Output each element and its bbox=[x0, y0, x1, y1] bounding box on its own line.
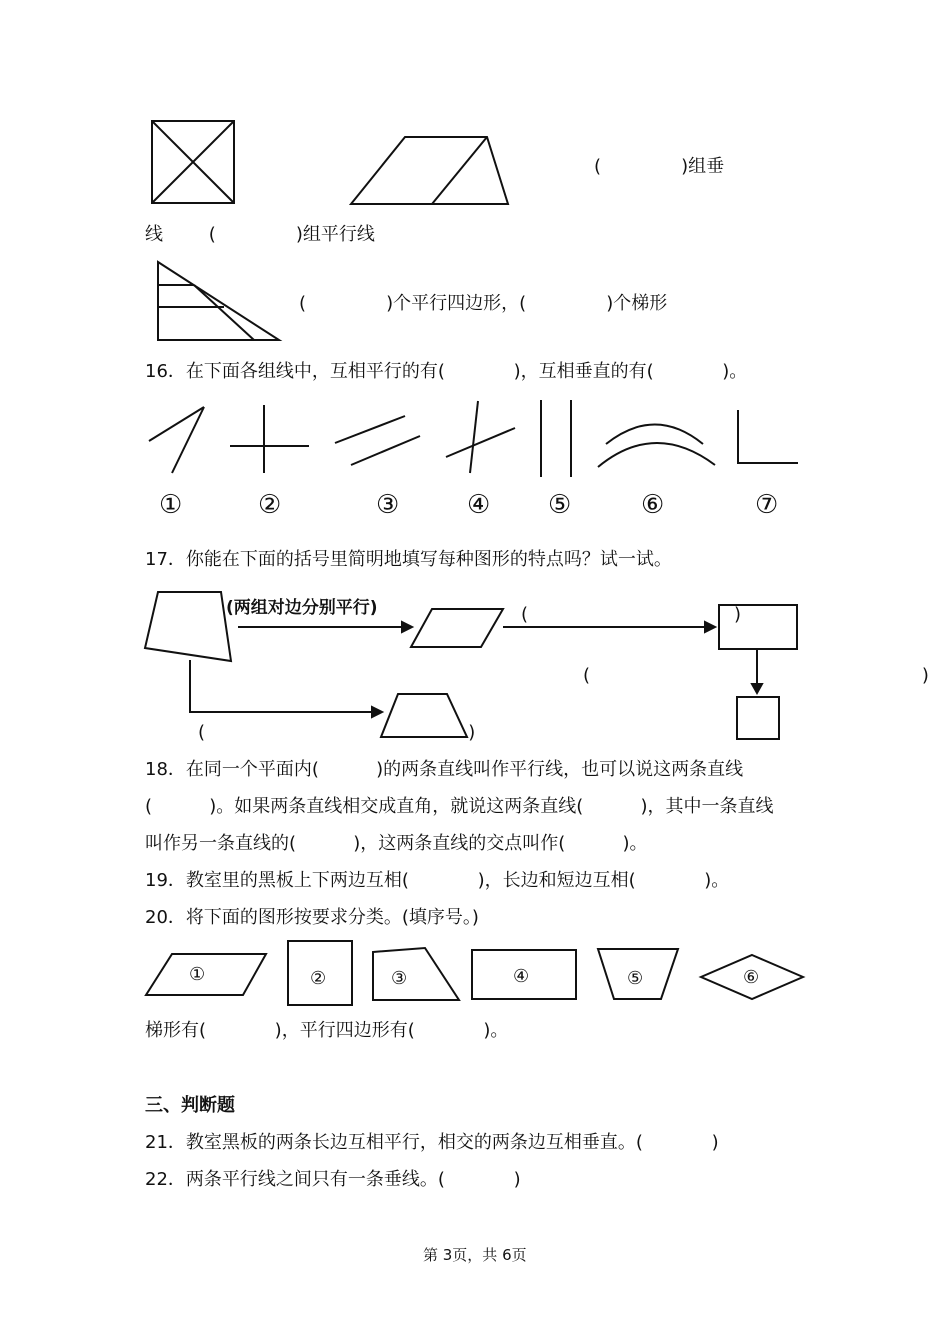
q17-arrow-label: (两组对边分别平行) bbox=[226, 598, 378, 618]
shape-3-trapezoid bbox=[373, 948, 459, 1000]
line-group-6 bbox=[598, 425, 715, 468]
q17-question: 17．你能在下面的括号里简明地填写每种图形的特点吗？试一试。 bbox=[145, 549, 672, 570]
q18-line-1: 18．在同一个平面内( )的两条直线叫作平行线，也可以说这两条直线 bbox=[145, 759, 744, 780]
square-with-diagonals-figure bbox=[152, 121, 234, 203]
q20-question: 20．将下面的图形按要求分类。(填序号。) bbox=[145, 907, 479, 928]
line-group-7 bbox=[738, 410, 798, 463]
shape-label-5: ⑤ bbox=[627, 968, 644, 989]
q18-line-2: ( )。如果两条直线相交成直角，就说这两条直线( )，其中一条直线 bbox=[145, 796, 774, 817]
line-group-label-7: ⑦ bbox=[755, 490, 779, 520]
q20-shapes bbox=[146, 941, 803, 1005]
line-group-label-2: ② bbox=[258, 490, 282, 520]
line-group-5 bbox=[541, 400, 571, 477]
trapezoid-with-line-figure bbox=[351, 137, 508, 204]
triangle-with-lines-figure bbox=[158, 262, 279, 340]
line-group-3 bbox=[335, 416, 420, 465]
q15-parallel-blank-text: 线 ( )组平行线 bbox=[145, 224, 375, 245]
q15-vertical-blank-text: ( )组垂 bbox=[594, 156, 725, 177]
q19-question: 19．教室里的黑板上下两边互相( )，长边和短边互相( )。 bbox=[145, 870, 730, 891]
page-footer: 第 3页，共 6页 bbox=[423, 1246, 527, 1264]
q17-blank-middle: ( ) bbox=[583, 665, 929, 686]
q22-question: 22．两条平行线之间只有一条垂线。( ) bbox=[145, 1169, 521, 1190]
q20-answer-line: 梯形有( )，平行四边形有( )。 bbox=[145, 1020, 509, 1041]
section-title: 三、判断题 bbox=[145, 1095, 235, 1116]
shape-1-parallelogram bbox=[146, 954, 266, 995]
shape-label-2: ② bbox=[310, 968, 327, 989]
shape-label-4: ④ bbox=[513, 966, 530, 987]
line-group-1 bbox=[149, 407, 204, 473]
q15-shape-count-text: ( )个平行四边形，( )个梯形 bbox=[299, 293, 668, 314]
q21-question: 21．教室黑板的两条长边互相平行，相交的两条边互相垂直。( ) bbox=[145, 1132, 719, 1153]
shape-label-3: ③ bbox=[391, 968, 408, 989]
quadrilateral-shape bbox=[145, 592, 231, 661]
shape-label-6: ⑥ bbox=[743, 967, 760, 988]
line-group-label-4: ④ bbox=[467, 490, 491, 520]
q18-line-3: 叫作另一条直线的( )，这两条直线的交点叫作( )。 bbox=[145, 833, 648, 854]
line-group-2 bbox=[230, 405, 309, 473]
line-group-label-3: ③ bbox=[376, 490, 400, 520]
line-group-label-6: ⑥ bbox=[641, 490, 665, 520]
shape-label-1: ① bbox=[189, 964, 206, 985]
line-group-label-5: ⑤ bbox=[548, 490, 572, 520]
line-group-4 bbox=[446, 401, 515, 473]
line-group-label-1: ① bbox=[159, 490, 183, 520]
parallelogram-shape bbox=[411, 609, 503, 647]
q16-question: 16．在下面各组线中，互相平行的有( )，互相垂直的有( )。 bbox=[145, 361, 748, 382]
q17-blank-top: ( ) bbox=[521, 604, 742, 625]
square-shape bbox=[737, 697, 779, 739]
q17-blank-bottom: ( ) bbox=[198, 722, 476, 743]
